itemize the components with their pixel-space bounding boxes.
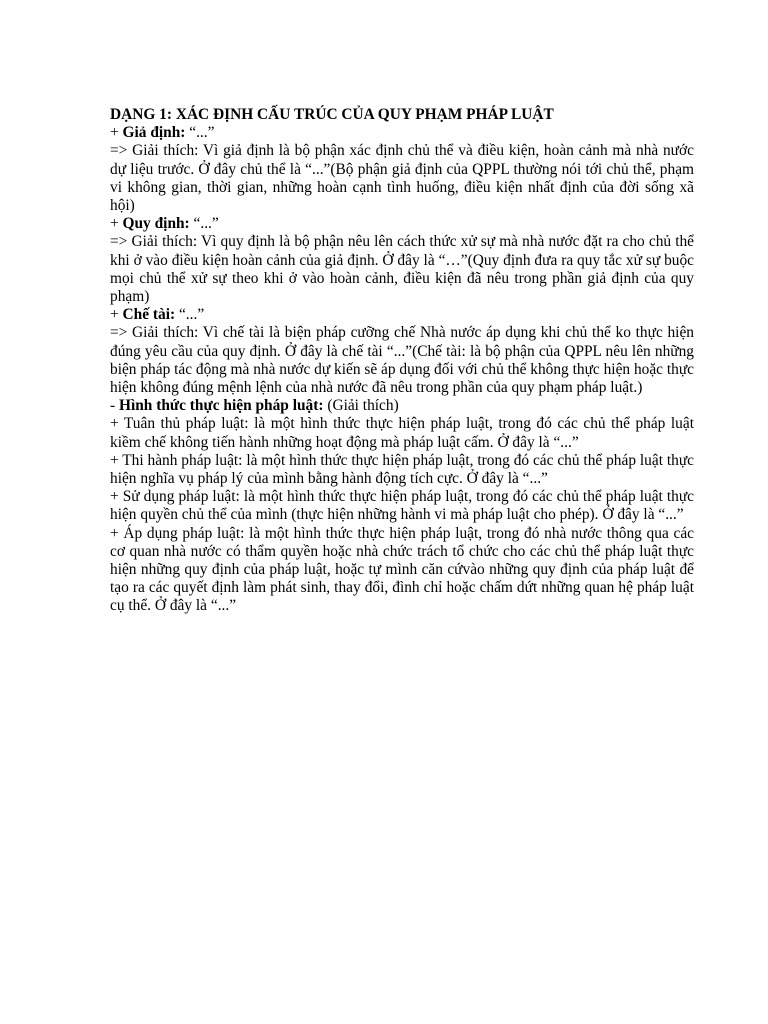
hinh-thuc-label: Hình thức thực hiện pháp luật: [118, 397, 324, 415]
che-tai-explanation: => Giải thích: Vì chế tài là biện pháp cưỡng chế Nhà nước áp dụng khi chủ thể ko thực hiện đúng yêu cầu của quy định. Ở đây là chế tài “...”(Chế tài: là bộ phận của QPPL nêu lên những biện pháp tác động mà nhà nước dự kiến sẽ áp dụng đối với chủ thể không thực hiện hoặc thực hiện không đúng mệnh lệnh của nhà nước đã nêu trong phần của quy phạm pháp luật.) [110, 324, 694, 397]
gia-dinh-value: “...” [185, 124, 215, 142]
hinh-thuc-heading [110, 397, 694, 415]
che-tai-heading [110, 306, 694, 324]
quy-dinh-value: “...” [189, 215, 219, 233]
che-tai-label: Chế tài: [122, 306, 176, 324]
che-tai-value: “...” [175, 306, 205, 324]
quy-dinh-prefix: + [110, 215, 123, 233]
gia-dinh-prefix: + [110, 124, 123, 142]
che-tai-prefix: + [110, 306, 123, 324]
document-page [110, 106, 694, 616]
ap-dung-paragraph: + Áp dụng pháp luật: là một hình thức thực hiện pháp luật, trong đó nhà nước thông qua các cơ quan nhà nước có thẩm quyền hoặc nhà chức trách tổ chức cho các chủ thể pháp luật thực hiện những quy định của pháp luật, hoặc tự mình căn cứvào những quy định của pháp luật để tạo ra các quyết định làm phát sinh, thay đổi, đình chỉ hoặc chấm dứt những quan hệ pháp luật cụ thể. Ở đây là “...” [110, 524, 694, 615]
gia-dinh-heading [110, 124, 694, 142]
gia-dinh-label: Giả định: [122, 124, 186, 142]
document-title: DẠNG 1: XÁC ĐỊNH CẤU TRÚC CỦA QUY PHẠM PHÁP LUẬT [110, 106, 554, 123]
tuan-thu-paragraph: + Tuân thủ pháp luật: là một hình thức thực hiện pháp luật, trong đó các chủ thể pháp luật kiềm chế không tiến hành những hoạt động mà pháp luật cấm. Ở đây là “...” [110, 415, 694, 451]
hinh-thuc-prefix: - [110, 397, 119, 415]
quy-dinh-explanation: => Giải thích: Vì quy định là bộ phận nêu lên cách thức xử sự mà nhà nước đặt ra cho chủ thể khi ở vào điều kiện hoàn cảnh của giả định. Ở đây là “…”(Quy định đưa ra quy tắc xử sự buộc mọi chủ thể xử sự theo khi ở vào hoàn cảnh, điều kiện đã nêu trong phần giả định của quy phạm) [110, 233, 694, 306]
gia-dinh-explanation: => Giải thích: Vì giả định là bộ phận xác định chủ thể và điều kiện, hoàn cảnh mà nhà nước dự liệu trước. Ở đây chủ thể là “...”(Bộ phận giả định của QPPL thường nói tới chủ thể, phạm vi không gian, thời gian, những hoàn cạnh tình huống, điều kiện nhất định của đời sống xã hội) [110, 142, 694, 215]
hinh-thuc-value: (Giải thích) [323, 397, 399, 415]
quy-dinh-label: Quy định: [122, 215, 190, 233]
su-dung-paragraph: + Sử dụng pháp luật: là một hình thức thực hiện pháp luật, trong đó các chủ thể pháp luật thực hiện quyền chủ thể của mình (thực hiện những hành vi mà pháp luật cho phép). Ở đây là “...” [110, 488, 694, 524]
thi-hanh-paragraph: + Thi hành pháp luật: là một hình thức thực hiện pháp luật, trong đó các chủ thể pháp luật thực hiện nghĩa vụ pháp lý của mình bằng hành động tích cực. Ở đây là “...” [110, 451, 694, 488]
quy-dinh-heading [110, 215, 694, 233]
